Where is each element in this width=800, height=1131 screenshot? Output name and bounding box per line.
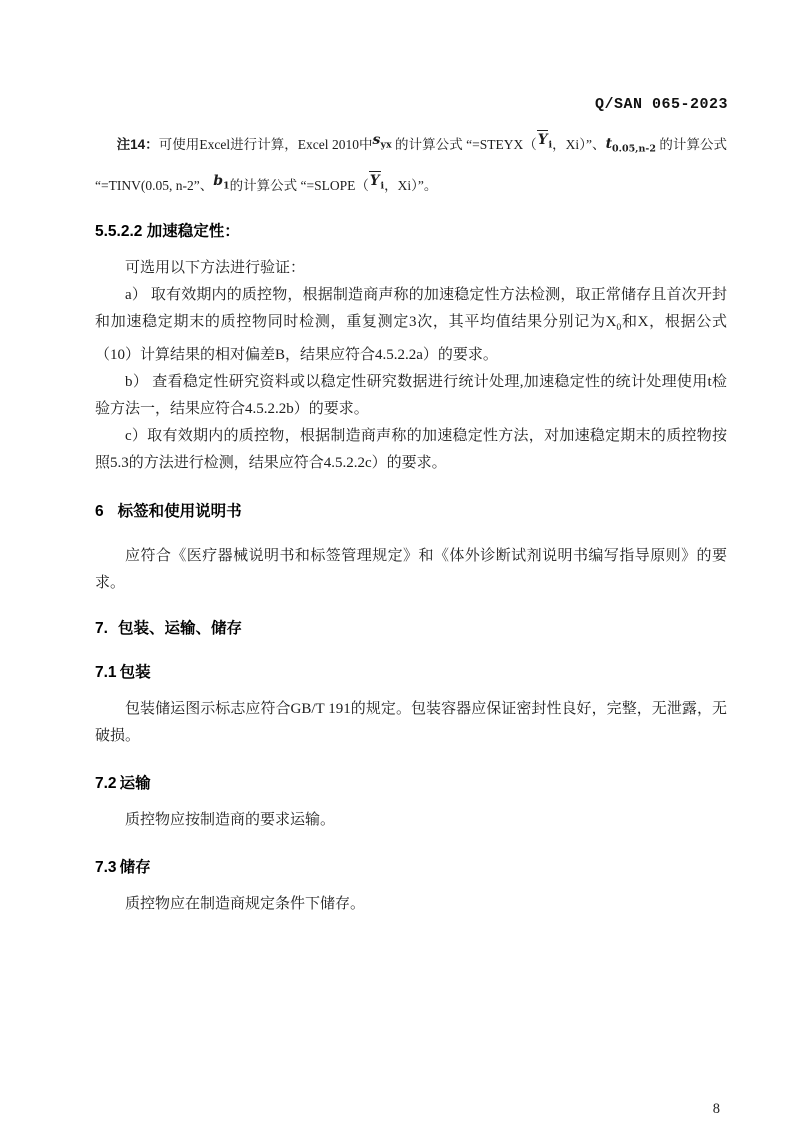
heading-5-5-2-2: [95, 222, 727, 242]
note-14-seg4: 的计算公式 “=TINV(0.05, n-2”、: [95, 137, 728, 193]
note-14-label: 注14：: [116, 137, 159, 152]
heading-6-title: 标签和使用说明书: [117, 502, 242, 520]
paragraph-intro-text: 可选用以下方法进行验证：: [125, 259, 306, 276]
heading-7-3-number: 7.3: [95, 858, 117, 876]
page-number: [713, 1101, 720, 1118]
list-item-a-pre: a） 取有效期内的质控物，根据制造商声称的加速稳定性方法检测，取正常储存且首次开封和加速稳定期末的质控物同时检测，重复测定3次，其平均值结果分别记为X: [95, 286, 727, 330]
heading-7-2-number: 7.2: [95, 774, 117, 792]
heading-7-1-title: 包装: [119, 663, 151, 681]
heading-7-1-number: 7.1: [95, 663, 117, 681]
list-item-c: [95, 423, 727, 477]
list-item-a-subscript: 0: [616, 322, 622, 333]
formula-b1: $b_1$: [213, 172, 230, 192]
document-code: [95, 0, 728, 113]
page-content: [95, 127, 727, 918]
heading-7: [95, 619, 727, 639]
list-item-a-post: 和X，根据公式（10）计算结果的相对偏差B，结果应符合4.5.2.2a）的要求。: [95, 313, 727, 363]
list-item-b-text: b） 查看稳定性研究资料或以稳定性研究数据进行统计处理,加速稳定性的统计处理使用t检验方法一，结果应符合4.5.2.2b）的要求。: [95, 373, 727, 417]
formula-syx: $s_{yx}$: [372, 132, 392, 151]
list-item-c-text: c）取有效期内的质控物，根据制造商声称的加速稳定性方法，对加速稳定期末的质控物按照5.3的方法进行检测，结果应符合4.5.2.2c）的要求。: [95, 427, 727, 471]
heading-5-5-2-2-text: 5.5.2.2 加速稳定性：: [95, 222, 240, 240]
formula-t-005-n2: $t_{0.05,n-2}$: [605, 136, 656, 155]
formula-ybar-i-2: $Y_i$: [369, 172, 385, 192]
paragraph-intro-verification: [95, 255, 727, 282]
note-14-seg2: 的计算公式 “=STEYX（: [395, 137, 537, 152]
note-14-seg5: 的计算公式 “=SLOPE（: [229, 177, 369, 193]
list-item-a: [95, 282, 727, 369]
document-code-text: Q/SAN 065-2023: [594, 96, 728, 113]
paragraph-7-2-text: 质控物应按制造商的要求运输。: [125, 811, 336, 828]
note-14-paragraph: [95, 127, 727, 208]
paragraph-7-1: [95, 696, 727, 750]
heading-7-3: [95, 858, 727, 878]
heading-7-2-title: 运输: [119, 774, 151, 792]
note-14-seg1: 可使用Excel进行计算，Excel 2010中: [158, 137, 373, 152]
heading-7-title: 包装、运输、储存: [117, 619, 242, 637]
paragraph-7-3-text: 质控物应在制造商规定条件下储存。: [125, 895, 366, 912]
page-number-text: 8: [712, 1101, 720, 1117]
note-14-seg6: ，Xi）”。: [384, 177, 438, 193]
paragraph-7-1-text: 包装储运图示标志应符合GB/T 191的规定。包装容器应保证密封性良好，完整，无泄露，无破损。: [95, 700, 727, 744]
paragraph-7-2: [95, 807, 727, 834]
formula-ybar-i-1: $Y_i$: [537, 132, 553, 151]
heading-7-number: 7.: [95, 619, 108, 637]
list-item-b: [95, 369, 727, 423]
paragraph-section-6-text: 应符合《医疗器械说明书和标签管理规定》和《体外诊断试剂说明书编写指导原则》的要求。: [95, 547, 727, 591]
heading-7-3-title: 储存: [119, 858, 151, 876]
heading-7-1: [95, 663, 727, 683]
note-14-seg3: ，Xi）”、: [552, 137, 606, 152]
heading-7-2: [95, 774, 727, 794]
heading-6: [95, 502, 727, 522]
paragraph-7-3: [95, 891, 727, 918]
paragraph-section-6: [95, 543, 727, 597]
heading-6-number: 6: [95, 502, 104, 520]
